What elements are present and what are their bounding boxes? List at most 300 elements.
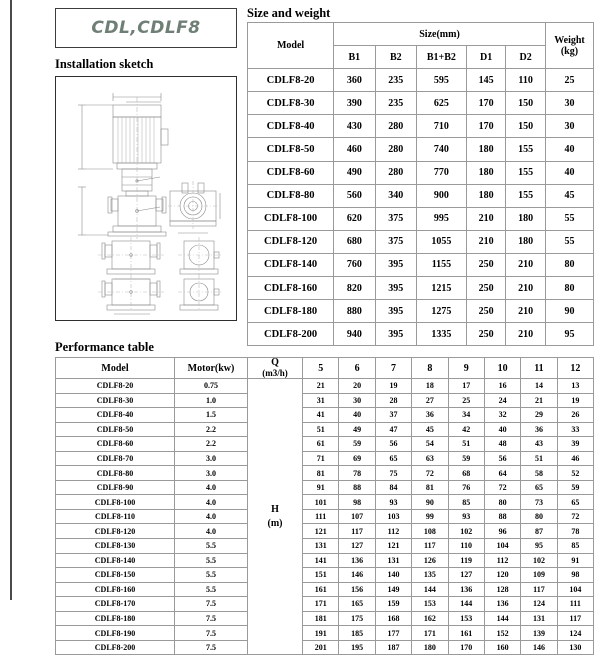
perf-cell-motor: 7.5 [175,626,248,641]
perf-header-flow-8: 8 [412,358,448,379]
perf-header-flow-9: 9 [448,358,484,379]
perf-cell-motor: 7.5 [175,611,248,626]
perf-cell-head-q8: 63 [412,451,448,466]
size-cell-d1: 250 [466,277,506,300]
perf-cell-head-q8: 99 [412,509,448,524]
size-cell-b1-plus-b2: 900 [417,184,467,207]
perf-cell-head-q11: 29 [521,408,557,423]
perf-cell-head-q7: 65 [375,451,411,466]
perf-cell-head-q12: 85 [557,539,593,554]
size-cell-weight: 90 [545,300,593,323]
perf-cell-head-q6: 98 [339,495,375,510]
size-cell-d1: 250 [466,300,506,323]
perf-cell-head-q12: 65 [557,495,593,510]
perf-cell-head-q7: 37 [375,408,411,423]
perf-cell-head-q8: 144 [412,582,448,597]
perf-cell-head-q6: 20 [339,379,375,394]
table-row [248,323,594,346]
perf-cell-model: CDLF8-200 [56,640,175,655]
perf-cell-motor: 4.0 [175,480,248,495]
perf-header-flow-11: 11 [521,358,557,379]
perf-header-flow-7: 7 [375,358,411,379]
perf-cell-head-q8: 54 [412,437,448,452]
perf-cell-head-q9: 127 [448,568,484,583]
table-row [248,92,594,115]
size-cell-d2: 210 [506,323,546,346]
perf-cell-head-q7: 84 [375,480,411,495]
perf-cell-model: CDLF8-190 [56,626,175,641]
perf-cell-head-q9: 161 [448,626,484,641]
size-cell-model: CDLF8-80 [248,184,334,207]
perf-header-flow-5: 5 [303,358,339,379]
size-cell-weight: 30 [545,115,593,138]
size-cell-b1: 880 [334,300,375,323]
perf-cell-model: CDLF8-100 [56,495,175,510]
perf-cell-head-q11: 117 [521,582,557,597]
size-cell-b1-plus-b2: 595 [417,69,467,92]
size-cell-d2: 210 [506,253,546,276]
perf-cell-motor: 2.2 [175,422,248,437]
perf-cell-head-q12: 19 [557,393,593,408]
perf-cell-motor: 3.0 [175,451,248,466]
perf-cell-head-q11: 43 [521,437,557,452]
size-header-weight-unit: (kg) [560,45,579,57]
size-and-weight-heading: Size and weight [247,6,331,20]
perf-head-unit: (m) [267,518,283,530]
table-row [56,408,594,423]
perf-header-flow-unit: (m3/h) [262,367,288,378]
perf-cell-head-q6: 146 [339,568,375,583]
size-cell-weight: 80 [545,253,593,276]
table-row [56,379,594,394]
size-header-weight-label: Weight [554,34,585,46]
size-cell-weight: 30 [545,92,593,115]
table-row [56,480,594,495]
perf-cell-head-q11: 58 [521,466,557,481]
perf-cell-head-q6: 127 [339,539,375,554]
size-table-head [248,23,594,69]
table-row [248,277,594,300]
perf-cell-head-q9: 110 [448,539,484,554]
perf-cell-head-q7: 121 [375,539,411,554]
size-cell-b1-plus-b2: 1155 [417,253,467,276]
size-cell-b2: 395 [375,253,416,276]
perf-cell-head-q8: 126 [412,553,448,568]
perf-cell-head-q9: 76 [448,480,484,495]
table-row [56,524,594,539]
perf-cell-head-q7: 187 [375,640,411,655]
perf-cell-head-q11: 36 [521,422,557,437]
perf-cell-model: CDLF8-120 [56,524,175,539]
perf-cell-head-q10: 56 [484,451,520,466]
size-header-size-group: Size(mm) [334,23,546,46]
perf-cell-head-q12: 33 [557,422,593,437]
perf-cell-head-q5: 111 [303,509,339,524]
perf-cell-head-q8: 81 [412,480,448,495]
perf-cell-head-q5: 71 [303,451,339,466]
perf-cell-head-q10: 112 [484,553,520,568]
size-cell-d1: 170 [466,115,506,138]
perf-cell-head-q6: 117 [339,524,375,539]
perf-header-model: Model [56,358,175,379]
size-cell-model: CDLF8-60 [248,161,334,184]
size-cell-model: CDLF8-120 [248,230,334,253]
perf-cell-head-q6: 40 [339,408,375,423]
perf-cell-head-q12: 98 [557,568,593,583]
perf-cell-head-q6: 175 [339,611,375,626]
table-row [56,640,594,655]
perf-cell-head-q5: 91 [303,480,339,495]
perf-cell-head-q12: 91 [557,553,593,568]
perf-cell-model: CDLF8-40 [56,408,175,423]
perf-header-flow-symbol: Q [271,357,279,369]
perf-cell-head-q11: 80 [521,509,557,524]
perf-cell-head-q9: 34 [448,408,484,423]
perf-head-axis-label [248,379,303,655]
size-cell-b2: 375 [375,207,416,230]
perf-cell-head-q7: 159 [375,597,411,612]
product-title-badge [55,8,237,48]
perf-cell-head-q8: 72 [412,466,448,481]
perf-cell-motor: 7.5 [175,597,248,612]
table-row [248,69,594,92]
size-cell-b1: 620 [334,207,375,230]
size-cell-b1: 360 [334,69,375,92]
perf-cell-head-q5: 81 [303,466,339,481]
perf-cell-head-q5: 131 [303,539,339,554]
perf-cell-head-q6: 165 [339,597,375,612]
perf-cell-head-q10: 152 [484,626,520,641]
size-cell-b2: 375 [375,230,416,253]
perf-cell-head-q8: 117 [412,539,448,554]
size-cell-model: CDLF8-100 [248,207,334,230]
perf-cell-model: CDLF8-150 [56,568,175,583]
perf-cell-head-q6: 78 [339,466,375,481]
perf-cell-head-q12: 111 [557,597,593,612]
size-cell-d1: 210 [466,207,506,230]
size-cell-b2: 395 [375,323,416,346]
size-cell-b1-plus-b2: 1335 [417,323,467,346]
perf-cell-head-q12: 130 [557,640,593,655]
perf-cell-head-q11: 139 [521,626,557,641]
size-cell-b1: 490 [334,161,375,184]
size-cell-b1-plus-b2: 770 [417,161,467,184]
table-row [56,495,594,510]
size-cell-d1: 145 [466,69,506,92]
perf-cell-motor: 1.0 [175,393,248,408]
perf-cell-head-q12: 13 [557,379,593,394]
product-title-text: CDL,CDLF8 [91,18,201,38]
size-cell-b1-plus-b2: 740 [417,138,467,161]
size-cell-model: CDLF8-50 [248,138,334,161]
perf-cell-head-q9: 51 [448,437,484,452]
perf-cell-head-q6: 195 [339,640,375,655]
perf-cell-motor: 5.5 [175,568,248,583]
perf-cell-model: CDLF8-140 [56,553,175,568]
perf-cell-head-q8: 18 [412,379,448,394]
size-cell-b1: 680 [334,230,375,253]
table-row [56,509,594,524]
perf-cell-motor: 1.5 [175,408,248,423]
perf-cell-motor: 3.0 [175,466,248,481]
perf-cell-head-q6: 107 [339,509,375,524]
perf-cell-model: CDLF8-110 [56,509,175,524]
size-cell-weight: 40 [545,161,593,184]
size-cell-b1-plus-b2: 625 [417,92,467,115]
size-cell-b2: 280 [375,161,416,184]
perf-cell-head-q12: 39 [557,437,593,452]
perf-cell-motor: 5.5 [175,582,248,597]
perf-header-flow-6: 6 [339,358,375,379]
perf-cell-model: CDLF8-80 [56,466,175,481]
table-row [56,466,594,481]
perf-cell-head-q5: 41 [303,408,339,423]
perf-cell-head-q6: 88 [339,480,375,495]
table-row [248,138,594,161]
size-cell-b1-plus-b2: 1215 [417,277,467,300]
size-cell-b2: 395 [375,300,416,323]
perf-cell-head-q7: 75 [375,466,411,481]
perf-cell-head-q7: 140 [375,568,411,583]
size-cell-b1-plus-b2: 710 [417,115,467,138]
perf-cell-head-q12: 52 [557,466,593,481]
size-cell-d2: 180 [506,207,546,230]
size-cell-b1: 760 [334,253,375,276]
size-header-weight [545,23,593,69]
perf-cell-head-q8: 36 [412,408,448,423]
perf-cell-head-q9: 59 [448,451,484,466]
perf-cell-head-q8: 153 [412,597,448,612]
perf-cell-head-q9: 85 [448,495,484,510]
size-cell-d2: 155 [506,138,546,161]
perf-cell-head-q5: 191 [303,626,339,641]
perf-cell-motor: 4.0 [175,495,248,510]
table-row [248,230,594,253]
size-cell-b1: 560 [334,184,375,207]
size-cell-b1: 820 [334,277,375,300]
size-cell-d2: 155 [506,161,546,184]
perf-cell-head-q9: 136 [448,582,484,597]
table-row [56,539,594,554]
table-row [56,451,594,466]
perf-cell-head-q5: 51 [303,422,339,437]
size-header-b2: B2 [375,46,416,69]
size-cell-model: CDLF8-160 [248,277,334,300]
perf-cell-head-q10: 128 [484,582,520,597]
perf-cell-head-q8: 108 [412,524,448,539]
perf-cell-head-q5: 121 [303,524,339,539]
size-cell-b1: 430 [334,115,375,138]
perf-cell-head-q10: 24 [484,393,520,408]
perf-cell-head-q5: 171 [303,597,339,612]
size-cell-b2: 235 [375,69,416,92]
size-cell-weight: 55 [545,230,593,253]
size-cell-d1: 210 [466,230,506,253]
size-cell-model: CDLF8-140 [248,253,334,276]
size-cell-b1-plus-b2: 995 [417,207,467,230]
perf-header-flow-12: 12 [557,358,593,379]
perf-cell-head-q11: 21 [521,393,557,408]
table-row [56,582,594,597]
perf-cell-head-q8: 45 [412,422,448,437]
size-cell-b1: 460 [334,138,375,161]
size-cell-b2: 280 [375,115,416,138]
perf-cell-head-q5: 201 [303,640,339,655]
perf-cell-head-q12: 26 [557,408,593,423]
size-header-model: Model [248,23,334,69]
perf-cell-head-q9: 42 [448,422,484,437]
perf-cell-head-q5: 101 [303,495,339,510]
perf-cell-head-q7: 56 [375,437,411,452]
perf-cell-head-q12: 124 [557,626,593,641]
perf-cell-head-q7: 28 [375,393,411,408]
table-row [56,611,594,626]
size-cell-model: CDLF8-40 [248,115,334,138]
size-cell-d2: 210 [506,300,546,323]
perf-cell-motor: 4.0 [175,524,248,539]
perf-cell-head-q8: 27 [412,393,448,408]
size-cell-b1: 390 [334,92,375,115]
perf-cell-head-q9: 153 [448,611,484,626]
performance-table-body [56,379,594,655]
table-row [56,597,594,612]
perf-cell-head-q10: 72 [484,480,520,495]
perf-cell-head-q8: 135 [412,568,448,583]
table-row [56,553,594,568]
perf-cell-head-q11: 65 [521,480,557,495]
perf-cell-head-q12: 46 [557,451,593,466]
perf-cell-head-q6: 185 [339,626,375,641]
size-cell-weight: 80 [545,277,593,300]
perf-cell-head-q8: 180 [412,640,448,655]
perf-cell-head-q12: 104 [557,582,593,597]
perf-cell-model: CDLF8-90 [56,480,175,495]
perf-cell-head-q7: 47 [375,422,411,437]
table-row [56,393,594,408]
perf-cell-head-q11: 87 [521,524,557,539]
perf-cell-head-q9: 102 [448,524,484,539]
perf-cell-head-q10: 40 [484,422,520,437]
perf-cell-head-q10: 32 [484,408,520,423]
size-cell-d2: 155 [506,184,546,207]
perf-cell-head-q8: 162 [412,611,448,626]
perf-cell-head-q5: 141 [303,553,339,568]
perf-cell-head-q7: 112 [375,524,411,539]
perf-cell-motor: 2.2 [175,437,248,452]
perf-cell-head-q5: 151 [303,568,339,583]
size-cell-d1: 180 [466,184,506,207]
table-row [56,568,594,583]
perf-cell-head-q6: 59 [339,437,375,452]
perf-head-symbol: H [271,504,279,516]
perf-cell-head-q7: 19 [375,379,411,394]
perf-cell-head-q7: 149 [375,582,411,597]
table-row [248,161,594,184]
size-cell-d2: 110 [506,69,546,92]
table-row [248,207,594,230]
size-cell-d1: 180 [466,138,506,161]
size-cell-weight: 95 [545,323,593,346]
perf-cell-head-q10: 64 [484,466,520,481]
perf-cell-head-q12: 117 [557,611,593,626]
size-cell-d2: 210 [506,277,546,300]
perf-cell-head-q7: 177 [375,626,411,641]
size-and-weight-table [247,22,594,346]
perf-cell-head-q9: 93 [448,509,484,524]
performance-table-heading: Performance table [55,340,154,354]
size-header-b1: B1 [334,46,375,69]
size-header-b1-plus-b2: B1+B2 [417,46,467,69]
size-cell-b1-plus-b2: 1055 [417,230,467,253]
size-cell-weight: 40 [545,138,593,161]
perf-cell-head-q5: 61 [303,437,339,452]
perf-cell-head-q5: 21 [303,379,339,394]
perf-cell-head-q10: 120 [484,568,520,583]
perf-cell-head-q12: 72 [557,509,593,524]
pump-technical-drawing [56,77,235,318]
perf-cell-head-q8: 90 [412,495,448,510]
perf-cell-head-q7: 103 [375,509,411,524]
perf-cell-model: CDLF8-160 [56,582,175,597]
size-table-body [248,69,594,346]
size-cell-weight: 55 [545,207,593,230]
performance-table-head [56,358,594,379]
perf-cell-head-q10: 104 [484,539,520,554]
perf-cell-head-q9: 68 [448,466,484,481]
size-cell-b2: 395 [375,277,416,300]
perf-cell-head-q11: 73 [521,495,557,510]
size-header-d1: D1 [466,46,506,69]
size-cell-d1: 250 [466,253,506,276]
size-cell-weight: 45 [545,184,593,207]
perf-cell-head-q11: 131 [521,611,557,626]
size-cell-model: CDLF8-200 [248,323,334,346]
perf-cell-head-q6: 136 [339,553,375,568]
perf-cell-head-q11: 51 [521,451,557,466]
perf-cell-model: CDLF8-20 [56,379,175,394]
size-cell-d1: 170 [466,92,506,115]
performance-table [55,357,594,655]
perf-cell-head-q9: 170 [448,640,484,655]
perf-cell-head-q10: 16 [484,379,520,394]
perf-cell-model: CDLF8-130 [56,539,175,554]
left-column [55,8,237,321]
perf-cell-head-q10: 144 [484,611,520,626]
perf-header-flow-10: 10 [484,358,520,379]
perf-cell-head-q10: 80 [484,495,520,510]
table-row [56,422,594,437]
perf-cell-model: CDLF8-50 [56,422,175,437]
table-row [248,184,594,207]
perf-header-motor: Motor(kw) [175,358,248,379]
perf-cell-motor: 5.5 [175,539,248,554]
perf-cell-head-q12: 78 [557,524,593,539]
perf-cell-model: CDLF8-170 [56,597,175,612]
perf-cell-head-q11: 124 [521,597,557,612]
size-cell-weight: 25 [545,69,593,92]
size-cell-b1-plus-b2: 1275 [417,300,467,323]
size-cell-d1: 180 [466,161,506,184]
perf-cell-head-q8: 171 [412,626,448,641]
perf-cell-head-q10: 96 [484,524,520,539]
perf-cell-motor: 7.5 [175,640,248,655]
size-cell-d2: 150 [506,92,546,115]
perf-cell-head-q10: 48 [484,437,520,452]
perf-cell-head-q9: 17 [448,379,484,394]
size-header-d2: D2 [506,46,546,69]
perf-cell-head-q5: 161 [303,582,339,597]
size-cell-model: CDLF8-180 [248,300,334,323]
